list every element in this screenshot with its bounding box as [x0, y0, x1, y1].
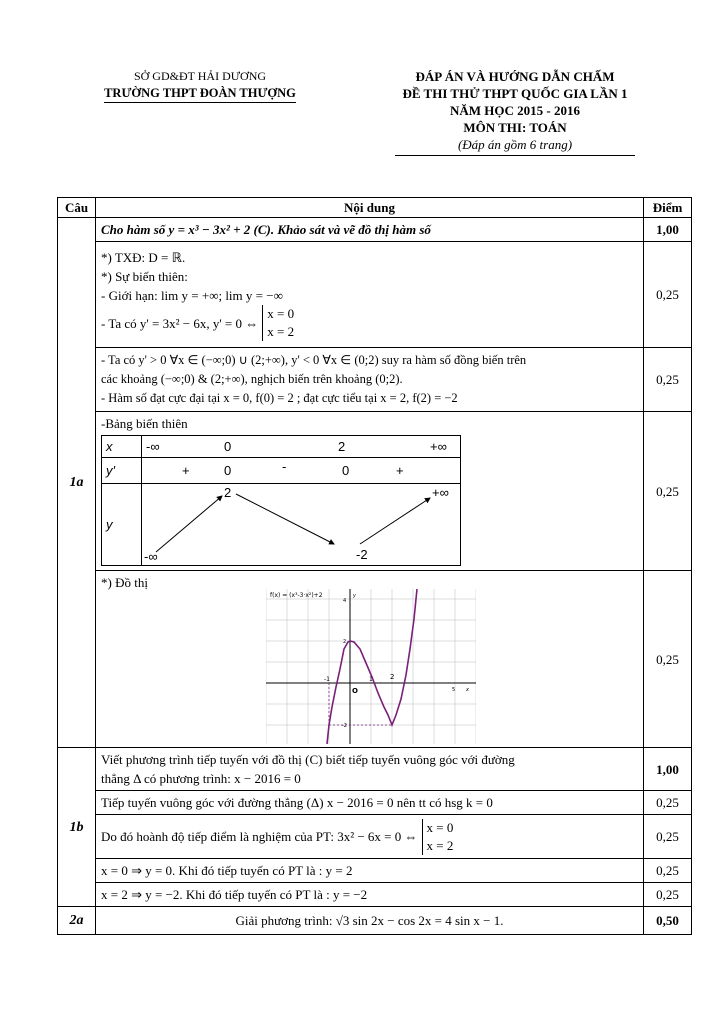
q1b-title: Viết phương trình tiếp tuyến với đồ thị (C) biết tiếp tuyến vuông góc với đường thẳng Δ có phương trình: x − 2016 = 0: [96, 748, 644, 791]
q1a-title: Cho hàm số y = x³ − 3x² + 2 (C). Khảo sát và vẽ đồ thị hàm số: [96, 218, 644, 242]
svg-text:2: 2: [343, 639, 347, 645]
q1b-row1-points: 0,25: [644, 791, 692, 815]
q1b-row2-points: 0,25: [644, 815, 692, 859]
q2a-title: Giải phương trình: √3 sin 2x − cos 2x = 4 sin x − 1.: [96, 907, 644, 935]
svg-text:y: y: [353, 593, 356, 599]
question-label-2a: 2a: [58, 907, 96, 935]
q1b-row3: x = 0 ⇒ y = 0. Khi đó tiếp tuyến có PT là : y = 2: [96, 859, 644, 883]
q1b-row4-points: 0,25: [644, 883, 692, 907]
school-name: TRƯỜNG THPT ĐOÀN THƯỢNG: [104, 85, 296, 103]
q1a-block3-points: 0,25: [644, 412, 692, 571]
q1a-block1-points: 0,25: [644, 242, 692, 348]
subject: MÔN THI: TOÁN: [463, 120, 567, 135]
function-graph: [266, 589, 476, 744]
q1a-block1: *) TXĐ: D = ℝ. *) Sự biến thiên: - Giới hạn: lim y = +∞; lim y = −∞ - Ta có y' = 3x² − 6x, y' = 0 ⇔ x = 0 x = 2: [96, 242, 644, 348]
q2a-points: 0,50: [644, 907, 692, 935]
q1a-block4: *) Đồ thị f(x) = (x³-3·x²)+2 -1 1 2 O 5 x y 4 2 -2: [96, 571, 644, 748]
department-name: SỞ GD&ĐT HẢI DƯƠNG: [133, 69, 267, 83]
header-left: [80, 68, 320, 103]
exam-title: ĐỀ THI THỬ THPT QUỐC GIA LẦN 1: [402, 86, 628, 101]
answer-table: [57, 197, 692, 935]
header-divider: [395, 155, 635, 156]
graph-label: f(x) = (x³-3·x²)+2: [270, 592, 323, 599]
svg-text:2: 2: [390, 673, 395, 681]
q1a-block2-points: 0,25: [644, 348, 692, 412]
question-label-1b: 1b: [58, 748, 96, 907]
svg-text:-1: -1: [324, 676, 330, 683]
svg-text:5: 5: [452, 687, 456, 693]
q1a-title-points: 1,00: [644, 218, 692, 242]
page-count: (Đáp án gồm 6 trang): [457, 137, 573, 152]
q1a-block4-points: 0,25: [644, 571, 692, 748]
svg-text:-2: -2: [342, 723, 347, 729]
col-noidung: Nội dung: [96, 198, 644, 218]
col-cau: Câu: [58, 198, 96, 218]
q1a-block2: - Ta có y' > 0 ∀x ∈ (−∞;0) ∪ (2;+∞), y' < 0 ∀x ∈ (0;2) suy ra hàm số đồng biến trên các khoảng (−∞;0) & (2;+∞), nghịch biến trên khoảng (0;2). - Hàm số đạt cực đại tại x = 0, f(0) = 2 ; đạt cực tiểu tại x = 2, f(2) = −2: [96, 348, 644, 412]
question-label-1a: 1a: [58, 218, 96, 748]
variation-table: x -∞ 0 2 +∞ y' + 0 - 0 + y 2 +∞ -∞ -2: [101, 435, 461, 566]
svg-text:x: x: [466, 687, 469, 693]
svg-text:1: 1: [369, 676, 373, 683]
doc-title: ĐÁP ÁN VÀ HƯỚNG DẪN CHẤM: [415, 69, 615, 84]
variation-arrows: [142, 484, 460, 566]
q1b-row1: Tiếp tuyến vuông góc với đường thẳng (Δ) x − 2016 = 0 nên tt có hsg k = 0: [96, 791, 644, 815]
q1b-row3-points: 0,25: [644, 859, 692, 883]
svg-text:O: O: [352, 687, 358, 695]
q1b-row2: Do đó hoành độ tiếp điểm là nghiệm của PT: 3x² − 6x = 0 ⇔ x = 0 x = 2: [96, 815, 644, 859]
school-year: NĂM HỌC 2015 - 2016: [450, 103, 580, 118]
q1a-block3: -Bảng biến thiên x -∞ 0 2 +∞ y' + 0 - 0 + y 2 +∞ -∞ -2: [96, 412, 644, 571]
q1b-title-points: 1,00: [644, 748, 692, 791]
header-right: [350, 68, 680, 156]
col-diem: Điểm: [644, 198, 692, 218]
svg-text:4: 4: [343, 598, 347, 604]
q1b-row4: x = 2 ⇒ y = −2. Khi đó tiếp tuyến có PT là : y = −2: [96, 883, 644, 907]
